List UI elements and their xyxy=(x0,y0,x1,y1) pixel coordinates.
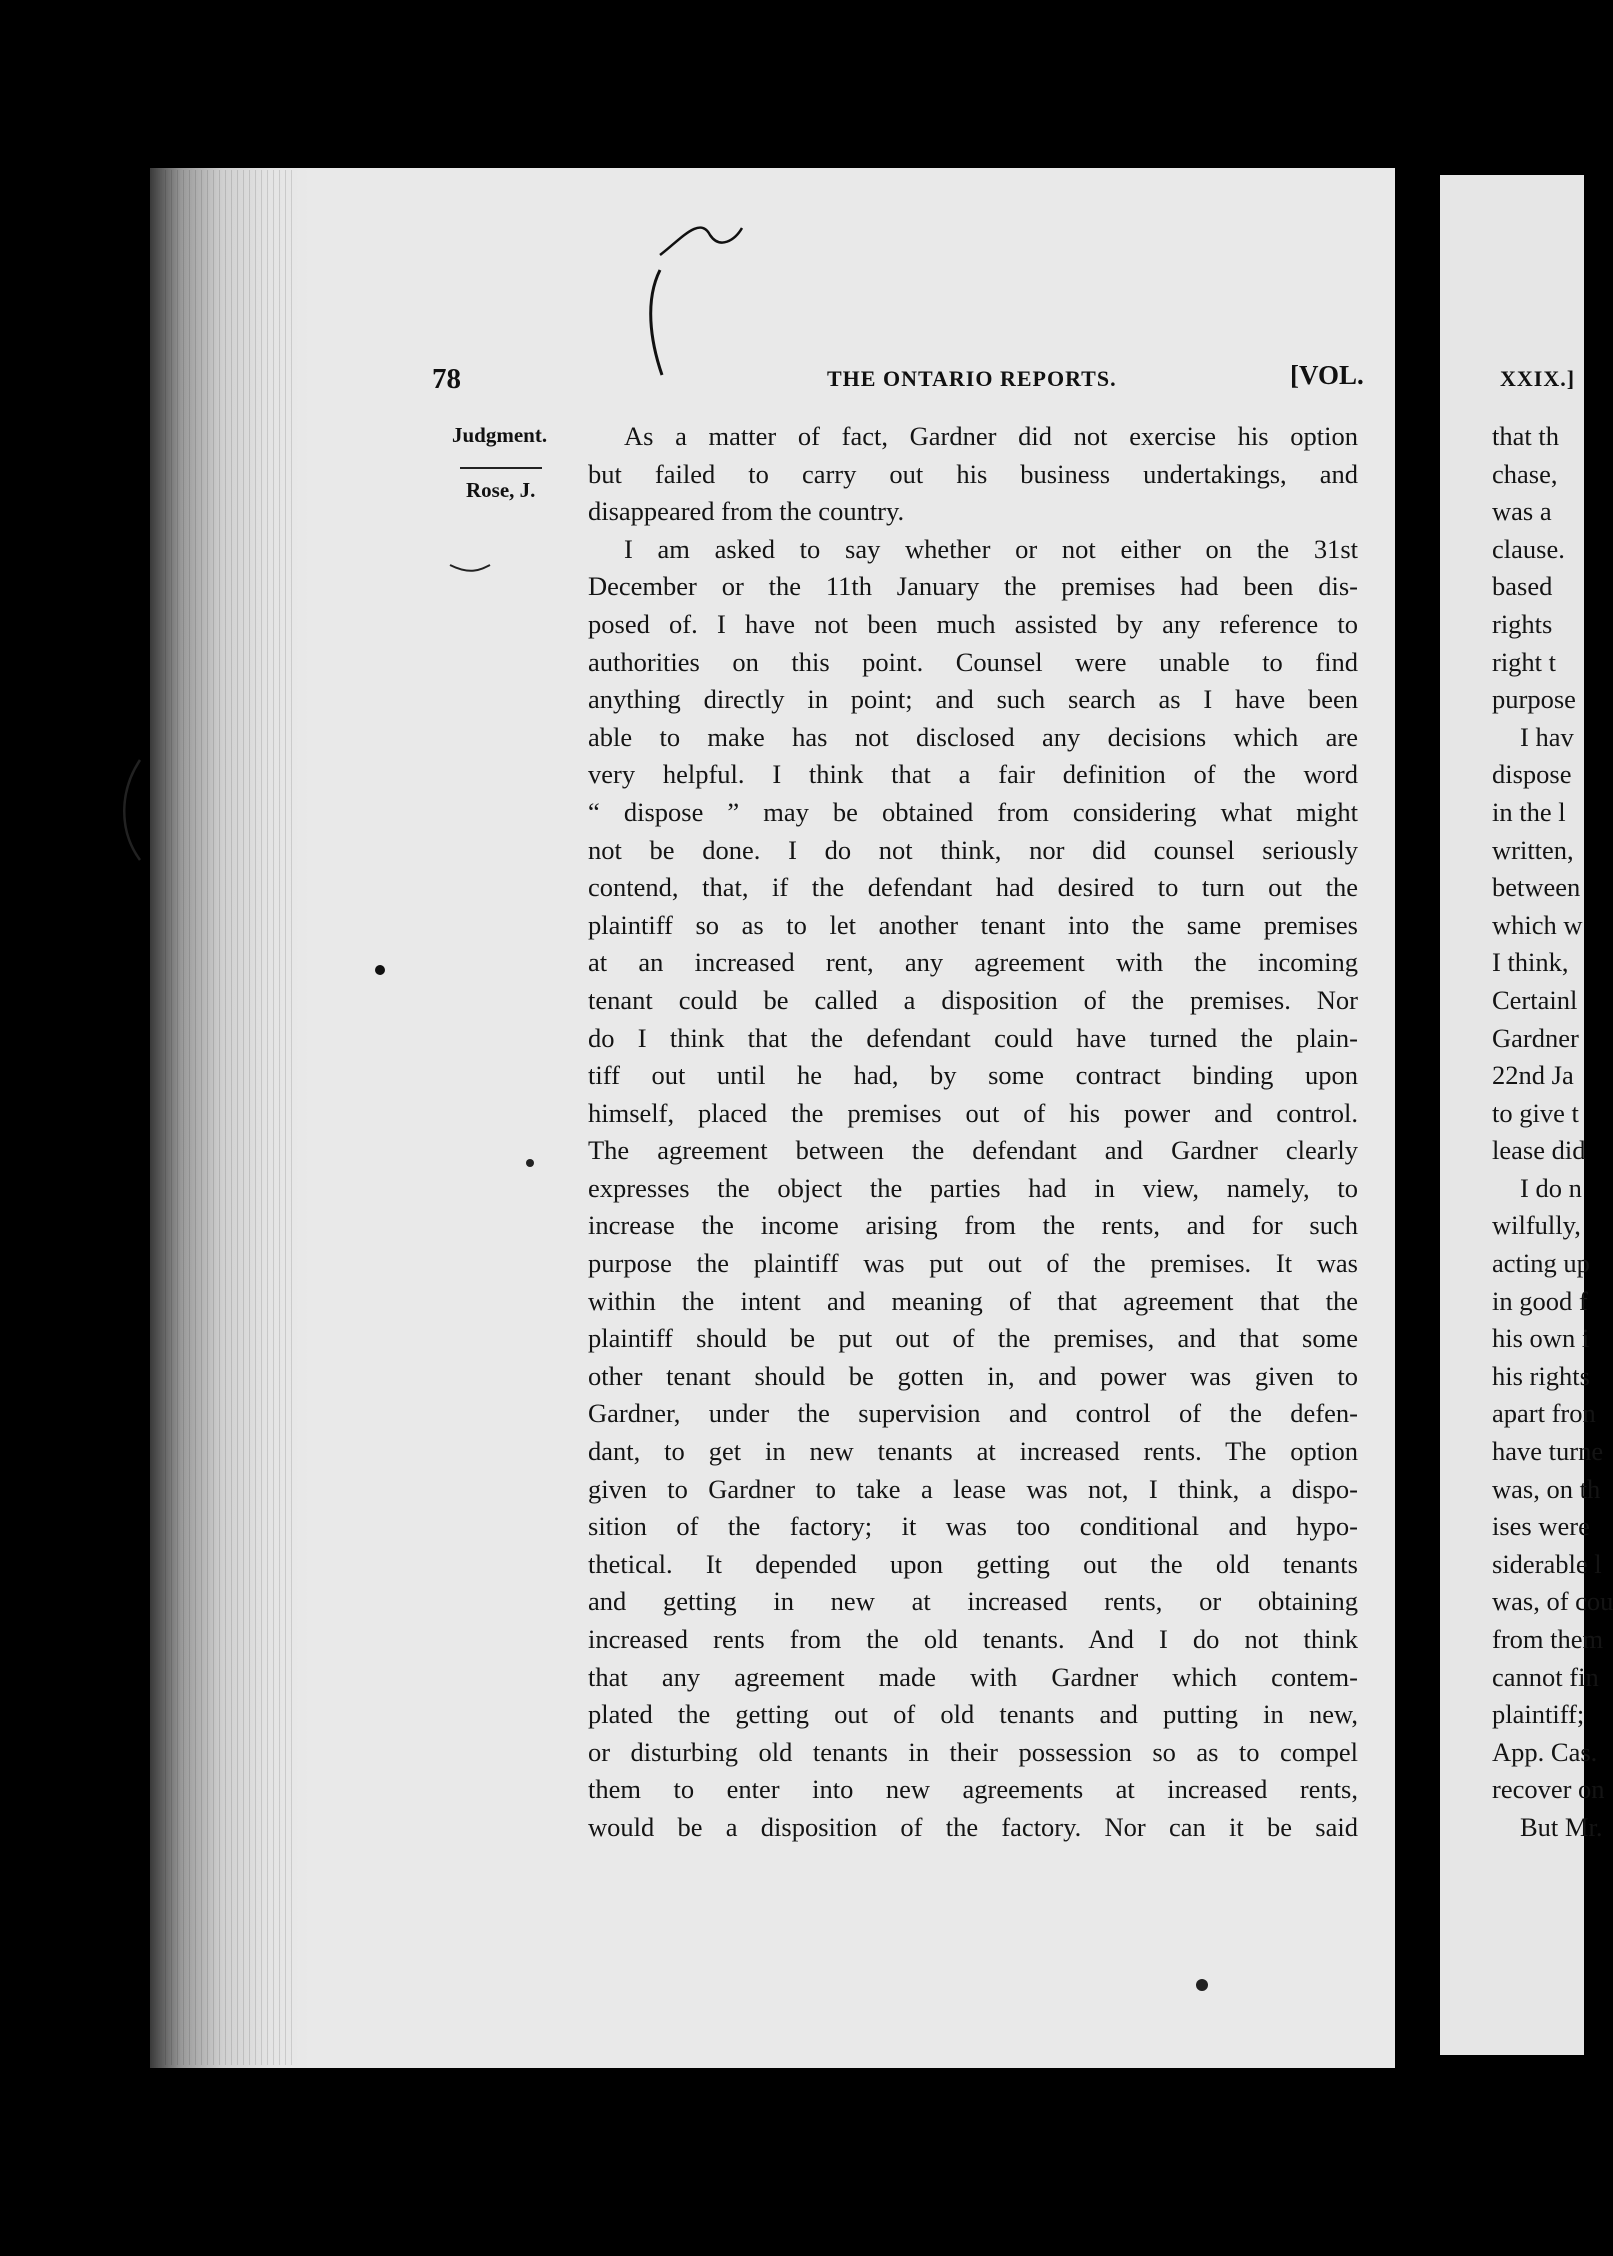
facing-text-line: his rights xyxy=(1492,1360,1590,1391)
text-line: increased rents from the old tenants. And I do not think xyxy=(588,1624,1358,1654)
volume-mark: [VOL. xyxy=(1290,360,1364,390)
text-line: authorities on this point. Counsel were unable to find xyxy=(588,646,1358,677)
facing-text-line: lease did xyxy=(1492,1135,1586,1166)
ink-spot xyxy=(526,1159,534,1167)
text-line: tiff out until he had, by some contract binding upon xyxy=(588,1060,1358,1091)
text-line: increase the income arising from the rents, and for such xyxy=(588,1210,1358,1241)
facing-text-line: which w xyxy=(1492,909,1583,940)
pen-stroke xyxy=(651,270,662,375)
facing-running-head: XXIX.] xyxy=(1500,366,1576,391)
text-line: very helpful. I think that a fair definition of the word xyxy=(588,759,1358,790)
facing-text-line: I think, xyxy=(1492,947,1569,978)
text-line: purpose the plaintiff was put out of the premises. It was xyxy=(588,1248,1358,1279)
facing-text-line: I do n xyxy=(1520,1172,1582,1203)
text-line: plaintiff should be put out of the premises, and that some xyxy=(588,1323,1358,1354)
text-line: posed of. I have not been much assisted by any reference to xyxy=(588,608,1358,639)
facing-text-line: have turne xyxy=(1492,1436,1604,1467)
text-line: expresses the object the parties had in view, namely, to xyxy=(588,1172,1358,1203)
facing-text-line: based xyxy=(1492,571,1553,602)
text-line: tenant could be called a disposition of the premises. Nor xyxy=(588,984,1358,1015)
facing-text-line: But Mr. xyxy=(1520,1811,1603,1842)
facing-text-line: dispose xyxy=(1492,759,1572,790)
facing-text-line: acting up xyxy=(1492,1248,1590,1279)
facing-text-line: Certainl xyxy=(1492,984,1578,1015)
facing-text-line: App. Cas. xyxy=(1492,1736,1598,1767)
facing-text-line: was a xyxy=(1492,496,1552,527)
facing-text-line: in good f xyxy=(1492,1285,1588,1316)
text-line: but failed to carry out his business undertakings, and xyxy=(588,458,1358,489)
text-line: As a matter of fact, Gardner did not exercise his option xyxy=(624,421,1358,451)
text-line: December or the 11th January the premises had been dis- xyxy=(588,571,1358,602)
facing-text-line: apart fron xyxy=(1492,1398,1596,1429)
facing-text-line: to give t xyxy=(1492,1097,1579,1128)
ink-spot xyxy=(375,965,385,975)
text-line: given to Gardner to take a lease was not, I think, a dispo- xyxy=(588,1473,1358,1504)
facing-text-line: purpose xyxy=(1492,684,1576,715)
margin-note-section: Judgment. xyxy=(452,423,548,447)
facing-text-line: from them xyxy=(1492,1624,1604,1654)
facing-text-line: in the l xyxy=(1492,796,1566,827)
facing-text-line: 22nd Ja xyxy=(1492,1060,1574,1091)
text-line: thetical. It depended upon getting out the old tenants xyxy=(588,1548,1358,1579)
facing-text-line: was, on th xyxy=(1492,1473,1601,1504)
facing-text-line: between xyxy=(1492,872,1581,903)
facing-text-line: siderable l xyxy=(1492,1548,1602,1579)
facing-text-line: written, xyxy=(1492,834,1574,865)
text-line: not be done. I do not think, nor did counsel seriously xyxy=(588,834,1358,865)
text-line: anything directly in point; and such search as I have been xyxy=(588,684,1358,715)
text-line: within the intent and meaning of that agreement that the xyxy=(588,1285,1358,1316)
pen-squiggle xyxy=(660,228,742,255)
text-line: that any agreement made with Gardner which contem- xyxy=(588,1661,1358,1692)
text-line: “ dispose ” may be obtained from considering what might xyxy=(588,796,1358,827)
facing-text-line: chase, xyxy=(1492,458,1558,489)
text-line: and getting in new at increased rents, or obtaining xyxy=(588,1586,1358,1617)
facing-text-line: was, of cou xyxy=(1492,1586,1613,1617)
facing-text-line: rights xyxy=(1492,608,1553,639)
text-line: contend, that, if the defendant had desired to turn out the xyxy=(588,872,1358,903)
facing-text-line: Gardner xyxy=(1492,1022,1579,1053)
text-line: would be a disposition of the factory. Nor can it be said xyxy=(588,1811,1358,1842)
text-line: The agreement between the defendant and Gardner clearly xyxy=(588,1135,1358,1166)
facing-text-line: wilfully, xyxy=(1492,1210,1581,1241)
text-line: them to enter into new agreements at increased rents, xyxy=(588,1774,1358,1805)
facing-text-line: right t xyxy=(1492,646,1557,677)
text-line: himself, placed the premises out of his power and control. xyxy=(588,1097,1358,1128)
running-head: THE ONTARIO REPORTS. xyxy=(827,366,1117,391)
facing-text-line: ises were xyxy=(1492,1511,1590,1542)
text-line: disappeared from the country. xyxy=(588,496,905,527)
text-line: dant, to get in new tenants at increased rents. The option xyxy=(588,1436,1358,1467)
edge-mark xyxy=(124,760,140,860)
facing-text-line: cannot fin xyxy=(1492,1661,1599,1692)
text-line: Gardner, under the supervision and control of the defen- xyxy=(588,1398,1358,1429)
text-line: plated the getting out of old tenants and putting in new, xyxy=(588,1699,1358,1730)
facing-text-line: recover on xyxy=(1492,1774,1605,1805)
text-line: plaintiff so as to let another tenant into the same premises xyxy=(588,909,1358,940)
ink-spot xyxy=(1196,1979,1208,1991)
text-line: sition of the factory; it was too conditional and hypo- xyxy=(588,1511,1358,1542)
text-line: other tenant should be gotten in, and power was given to xyxy=(588,1360,1358,1391)
text-line: do I think that the defendant could have turned the plain- xyxy=(588,1022,1358,1053)
text-line: at an increased rent, any agreement with the incoming xyxy=(588,947,1358,978)
facing-text-line: plaintiff; xyxy=(1492,1699,1585,1730)
facing-text-line: his own i xyxy=(1492,1323,1590,1354)
page-number: 78 xyxy=(432,363,461,395)
text-line: I am asked to say whether or not either on the 31st xyxy=(624,533,1358,564)
text-line: or disturbing old tenants in their possession so as to compel xyxy=(588,1736,1358,1767)
facing-text-line: clause. xyxy=(1492,533,1565,564)
text-line: able to make has not disclosed any decisions which are xyxy=(588,721,1358,752)
facing-text-line: I hav xyxy=(1520,721,1574,752)
margin-note-judge: Rose, J. xyxy=(466,478,536,502)
margin-mark xyxy=(450,565,490,571)
facing-text-line: that th xyxy=(1492,421,1559,451)
